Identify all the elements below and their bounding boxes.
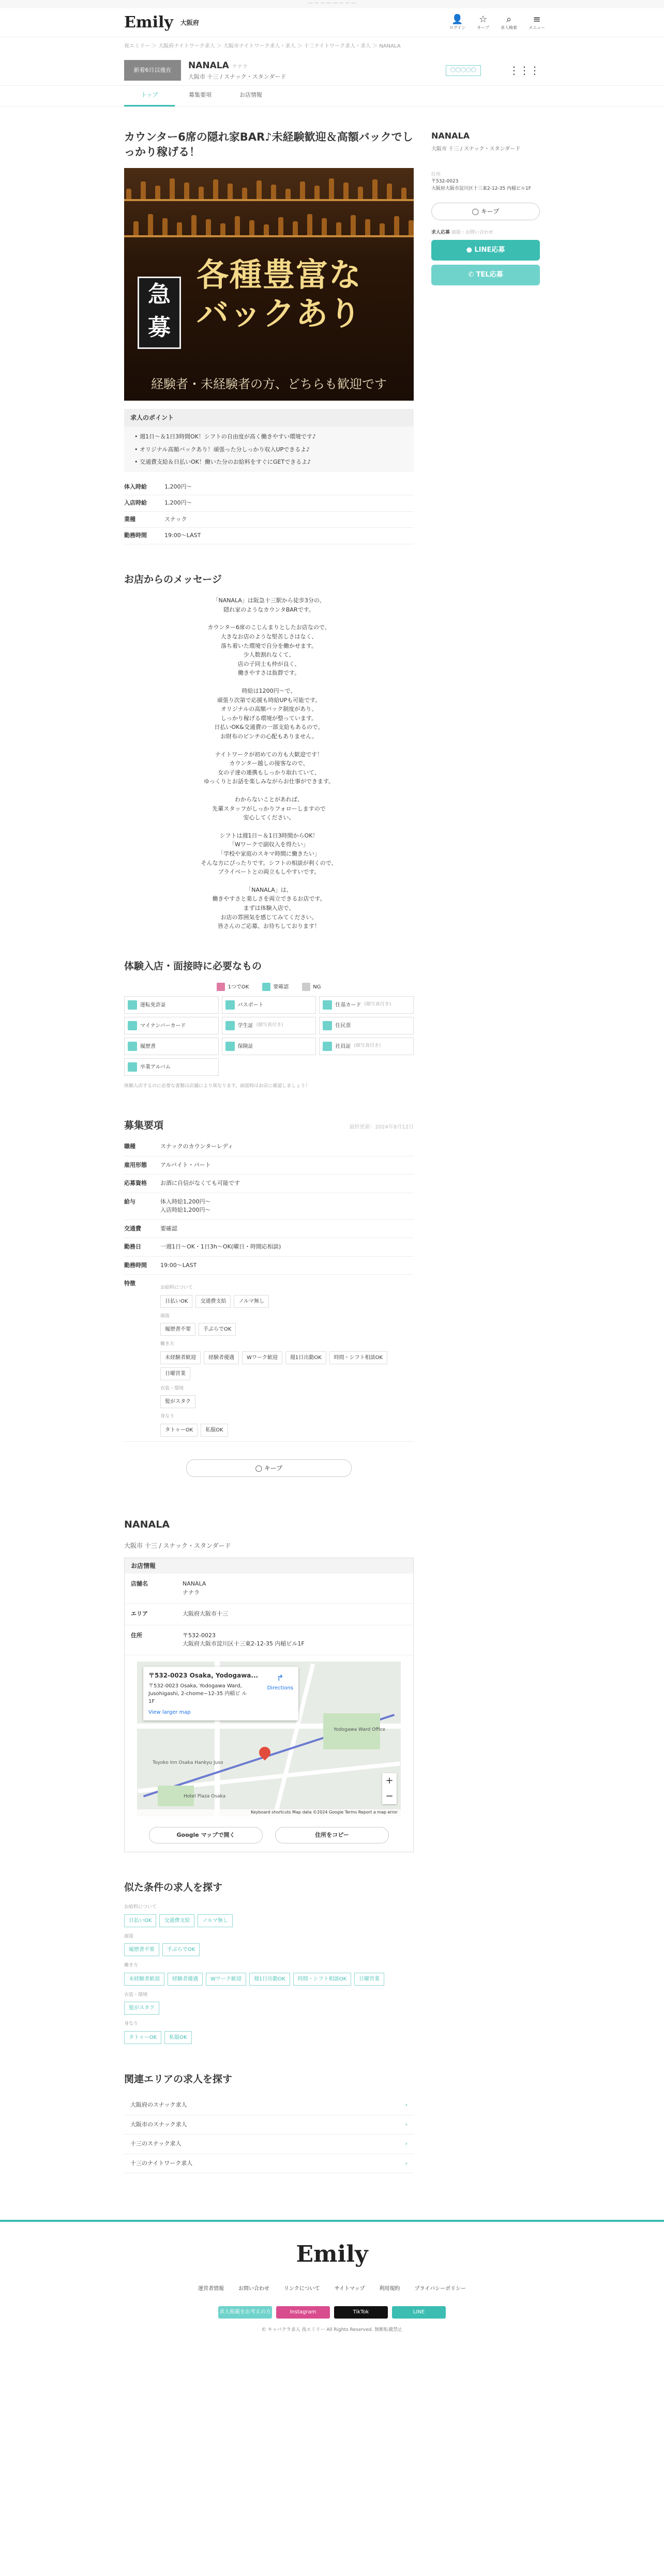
shop-kana: ナナラ: [232, 64, 248, 70]
map-label: Yodogawa Ward Office: [334, 1727, 386, 1732]
tag-group: [124, 2031, 414, 2044]
tag-group: [124, 2002, 414, 2015]
message-paragraph: 「NANALA」は阪急十三駅から徒歩3分の、 隠れ家のようなカウンタBARです。: [213, 597, 325, 613]
document-label: 社員証: [335, 1043, 351, 1049]
footer-links: [0, 2285, 664, 2293]
feature-tag: 髪がスタク: [160, 1395, 195, 1408]
message-paragraph: カウンター6席のこじんまりとしたお店なので、 大きなお店のような堅苦しさはなく、 落ち着いた環境で自分を働かせます。 少人数割れなくて、 店の子同士も仲が良く、 働きやすさは抜群です。: [207, 624, 330, 677]
sidebar: [431, 107, 540, 2174]
features-list: [160, 1275, 414, 1442]
document-item: [222, 1038, 316, 1055]
document-check-icon: [323, 1021, 332, 1030]
tab-shopinfo[interactable]: お店情報: [239, 92, 262, 98]
document-label: 卒業アルバム: [140, 1064, 171, 1070]
condition-tag-link[interactable]: ノルマ無し: [198, 1914, 233, 1927]
summary-row: [124, 511, 414, 528]
condition-tag-link[interactable]: 週1日出勤OK: [249, 1973, 290, 1986]
footer-social-button[interactable]: LINE: [392, 2306, 446, 2319]
shopinfo-row: [125, 1604, 413, 1625]
document-check-icon: [323, 1042, 332, 1051]
recruit-updated: 最終更新：2024年8月12日: [349, 1124, 414, 1130]
view-larger-map-link[interactable]: View larger map: [148, 1709, 191, 1715]
similar-conditions: [124, 1904, 414, 2044]
recruit-key: 交通費: [124, 1220, 160, 1238]
document-label: 学生証: [237, 1023, 253, 1029]
related-area-label: 大阪市のスナック求人: [130, 2121, 187, 2128]
condition-tag-link[interactable]: 経験者優遇: [168, 1973, 203, 1986]
related-area-link[interactable]: [124, 2115, 414, 2135]
recruit-row: [124, 1156, 414, 1175]
footer-social-button[interactable]: Instagram: [276, 2306, 330, 2319]
similar-heading: 似た条件の求人を探す: [124, 1881, 223, 1893]
condition-tag-link[interactable]: 日払いOK: [124, 1914, 156, 1927]
condition-tag-link[interactable]: 手ぶらでOK: [162, 1943, 200, 1956]
tag-group-label: 働き方: [124, 1963, 139, 1969]
document-check-icon: [128, 1021, 137, 1030]
document-label: 住民票: [335, 1023, 351, 1029]
condition-tag-link[interactable]: 未経験者歓迎: [124, 1973, 164, 1986]
shopinfo-key: 住所: [125, 1625, 176, 1655]
footer-social-button[interactable]: 求人掲載をお考えの方: [218, 2306, 272, 2319]
summary-value: スナック: [164, 511, 414, 528]
zoom-out-icon[interactable]: −: [385, 1790, 394, 1802]
condition-tag-link[interactable]: 日曜営業: [354, 1973, 384, 1986]
job-point-item: • 交通費支給＆日払いOK！働いた分のお給料をすぐにGETできるよ♪: [134, 456, 403, 469]
directions-icon: ↱: [277, 1672, 284, 1683]
condition-tag-link[interactable]: 時間・シフト相談OK: [293, 1973, 351, 1986]
recruit-row: [124, 1138, 414, 1156]
related-area-link[interactable]: [124, 2096, 414, 2115]
tag-group-label: 身なり: [160, 1414, 175, 1420]
message-paragraph: ナイトワークが初めての方も大歓迎です！ カウンター越しの接客なので、 女の子達の連携もしっかり取れていて、 ゆっくりとお話を楽しみながらお仕事ができます。: [203, 751, 334, 785]
tag-group-label: お給料について: [124, 1904, 157, 1910]
tag-group-label: 衣装・環境: [160, 1385, 184, 1391]
copyright: © キャバクラ求人 夜エミリー All Rights Reserved. 無断転載禁止: [261, 2327, 403, 2333]
tag-group: [124, 1943, 414, 1956]
recruit-value: 要確認: [160, 1220, 414, 1238]
tab-top[interactable]: トップ: [124, 86, 175, 106]
feature-tag: 日払いOK: [160, 1295, 192, 1308]
recruit-value: スナックのカウンターレディ: [160, 1138, 414, 1156]
hero-caption: 経験者・未経験者の方、どちらも歓迎です: [151, 377, 387, 392]
sidebar-address-label: 住所: [431, 172, 441, 177]
tag-group-label: 面接: [124, 1933, 134, 1939]
header-icon-label: キープ: [477, 25, 489, 30]
summary-row: [124, 479, 414, 495]
footer-link[interactable]: 利用規約: [379, 2286, 400, 2292]
tag-group: [160, 1295, 414, 1308]
document-item: [124, 996, 219, 1014]
legend-item: 要確認: [262, 983, 289, 991]
recruit-row: [124, 1175, 414, 1193]
document-label: 履歴書: [140, 1043, 156, 1049]
user-icon: 👤: [451, 13, 463, 25]
line-icon: ●: [466, 246, 472, 254]
map-attribution: Keyboard shortcuts Map data ©2024 Google Terms Report a map error: [137, 1809, 401, 1817]
shop-category: 大阪市 十三 / スナック・スタンダード: [188, 73, 286, 80]
shop-name: NANALA ナナラ: [188, 60, 248, 71]
chevron-right-icon: ›: [405, 2101, 408, 2109]
tag-group: [124, 1973, 414, 1986]
tab-recruit[interactable]: 募集要項: [189, 92, 212, 98]
copy-address-button[interactable]: 住所をコピー: [275, 1827, 389, 1843]
related-heading: 関連エリアの求人を探す: [124, 2073, 233, 2085]
document-label: 運転免許証: [140, 1002, 166, 1008]
hero-stamp: 急募: [138, 277, 181, 349]
shopinfo-category: 大阪市 十三 / スナック・スタンダード: [124, 1542, 231, 1550]
document-item: [124, 1017, 219, 1034]
document-item: [319, 996, 414, 1014]
feature-tag: 時間・シフト相談OK: [329, 1351, 387, 1364]
legend-item: NG: [302, 983, 321, 991]
condition-tag-link[interactable]: 交通費支給: [159, 1914, 194, 1927]
sidebar-keep-button[interactable]: ◯ キープ: [431, 203, 540, 220]
keep-button[interactable]: ◯ キープ: [186, 1459, 352, 1477]
related-area-label: 十三のナイトワーク求人: [130, 2159, 193, 2167]
summary-key: 体入時給: [124, 479, 164, 495]
feature-tag: ノルマ無し: [234, 1295, 269, 1308]
recruit-heading: 募集要項: [124, 1119, 164, 1131]
document-label: 住基カード: [335, 1002, 361, 1008]
footer-link[interactable]: お問い合わせ: [238, 2286, 269, 2292]
tag-group-label: 身なり: [124, 2021, 139, 2027]
feature-tag: タトゥーOK: [160, 1424, 198, 1437]
tag-group: [160, 1323, 414, 1336]
shopinfo-row: [125, 1574, 413, 1604]
directions-button[interactable]: ↱ Directions: [267, 1672, 293, 1691]
features-label: 特徴: [124, 1275, 160, 1442]
breadcrumb[interactable]: 夜エミリー ＞ 大阪府ナイトワーク求人 ＞ 大阪市ナイトワーク求人・求人 ＞ 十三ナイトワーク求人・求人 ＞ NANALA: [124, 43, 401, 49]
job-point-item: • 週1日〜＆1日3時間OK！シフトの自由度が高く働きやすい環境です♪: [134, 431, 403, 444]
shopinfo-key: 店舗名: [125, 1574, 176, 1604]
recruit-row: [124, 1238, 414, 1257]
shopinfo-row: [125, 1625, 413, 1655]
condition-tag-link[interactable]: 私服OK: [164, 2031, 191, 2044]
shop-thumbnail: 新着6日以後在: [124, 60, 181, 81]
tag-group: [124, 1914, 414, 1927]
document-item: [319, 1017, 414, 1034]
summary-key: 入店時給: [124, 495, 164, 512]
tag-group-label: 働き方: [160, 1342, 175, 1347]
footer-link[interactable]: 運営者情報: [198, 2286, 224, 2292]
recruit-key: 応募資格: [124, 1175, 160, 1193]
document-item: [124, 1058, 219, 1076]
sidebar-shop-category: 大阪市 十三 / スナック・スタンダード: [431, 146, 521, 152]
map-card-title: 〒532-0023 Osaka, Yodogawa...: [148, 1671, 259, 1679]
menu-icon: ≡: [533, 13, 541, 25]
summary-key: 業種: [124, 511, 164, 528]
condition-tag-link[interactable]: 髪がスタク: [124, 2002, 159, 2015]
tag-group: [160, 1424, 414, 1437]
feature-tag: 手ぶらでOK: [199, 1323, 236, 1336]
condition-tag-link[interactable]: Wワーク歓迎: [206, 1973, 246, 1986]
recruit-key: 雇用形態: [124, 1156, 160, 1175]
recruit-key: 勤務時間: [124, 1256, 160, 1275]
recruit-value: アルバイト・パート: [160, 1156, 414, 1175]
footer-social-button[interactable]: TikTok: [334, 2306, 388, 2319]
search-icon: ⌕: [506, 13, 512, 25]
related-area-label: 大阪府のスナック求人: [130, 2101, 187, 2109]
condition-tag-link[interactable]: タトゥーOK: [124, 2031, 161, 2044]
header-icon-label: ログイン: [449, 25, 466, 30]
recruit-key: 給与: [124, 1193, 160, 1220]
feature-tag: 経験者優遇: [204, 1351, 239, 1364]
shopinfo-value: 〒532-0023 大阪府大阪市淀川区十三東2-12-35 内稲ビル1F: [176, 1625, 413, 1655]
feature-tag: 交通費支給: [195, 1295, 231, 1308]
recruit-value: 体入時給1,200円〜 入店時給1,200円〜: [160, 1193, 414, 1220]
tel-apply-button[interactable]: ✆ TEL応募: [431, 265, 540, 285]
top-notice: — — — — — — — —: [0, 0, 664, 8]
tag-group-label: 面接: [160, 1313, 170, 1319]
google-map[interactable]: [137, 1662, 401, 1817]
shopinfo-value: NANALA ナナラ: [176, 1574, 413, 1604]
shopinfo-key: エリア: [125, 1604, 176, 1625]
map-info-card: [143, 1667, 298, 1720]
sidebar-shop-name: NANALA: [431, 130, 470, 141]
sidebar-address: 〒532-0023 大阪府大阪市淀川区十三東2-12-35 内稲ビル1F: [431, 179, 531, 191]
legend-swatch-icon: [217, 983, 225, 991]
documents-legend: [124, 983, 414, 991]
recruit-value: 一週1日〜OK・1日3h〜OK(曜日・時間応相談): [160, 1238, 414, 1257]
summary-value: 19:00〜LAST: [164, 528, 414, 544]
document-note: (顔写真付き): [364, 1002, 391, 1008]
chevron-right-icon: ›: [405, 2140, 408, 2147]
shopinfo-box: [124, 1558, 414, 1852]
footer-link[interactable]: リンクについて: [283, 2286, 320, 2292]
tag-group: [160, 1351, 414, 1380]
summary-row: [124, 495, 414, 512]
document-check-icon: [225, 1021, 235, 1030]
header-search-button[interactable]: [501, 14, 517, 31]
document-label: マイナンバーカード: [140, 1023, 186, 1029]
header-icon-label: 求人検索: [501, 25, 517, 30]
documents-heading: 体験入店・面接時に必要なもの: [124, 960, 262, 972]
document-note: (顔写真付き): [354, 1043, 381, 1049]
feature-tag: 私服OK: [201, 1424, 228, 1437]
header-icons: [449, 14, 545, 31]
feature-tag: 履歴書不要: [160, 1323, 195, 1336]
document-check-icon: [128, 1062, 137, 1072]
related-area-label: 十三のスナック求人: [130, 2140, 182, 2147]
document-check-icon: [225, 1000, 235, 1010]
legend-item: 1つでOK: [217, 983, 249, 991]
job-points-heading: 求人のポイント: [124, 409, 414, 426]
related-area-list: [124, 2096, 414, 2173]
feature-tag: 未経験者歓迎: [160, 1351, 201, 1364]
recruit-row: [124, 1220, 414, 1238]
job-point-item: • オリジナル高額バックあり！頑張った分しっかり収入UPできるよ♪: [134, 444, 403, 456]
apply-label: 求人応募 面接・お問い合わせ: [431, 230, 493, 235]
area-label: 大阪府: [180, 19, 199, 26]
footer-social: [0, 2306, 664, 2319]
shop-message: [124, 596, 414, 931]
chevron-right-icon: ›: [405, 2159, 408, 2167]
summary-row: [124, 528, 414, 544]
message-paragraph: 「NANALA」は、 働きやすさと楽しさを両立できるお店です。 まずは体験入店で、 お店の雰囲気を感じてみてください。 皆さんのご応募、お待ちしております！: [212, 886, 326, 930]
grid-menu-icon[interactable]: ⋮⋮⋮: [509, 64, 540, 77]
document-check-icon: [128, 1042, 137, 1051]
tag-group-label: 衣装・環境: [124, 1992, 148, 1998]
job-points: [124, 409, 414, 472]
map-zoom-control[interactable]: [382, 1773, 397, 1804]
related-area-link[interactable]: [124, 2135, 414, 2154]
updated-badge: 〇〇〇〇〇: [446, 65, 481, 76]
recruit-key: 職種: [124, 1138, 160, 1156]
zoom-in-icon[interactable]: +: [385, 1775, 394, 1786]
recruit-key: 勤務日: [124, 1238, 160, 1257]
phone-icon: ✆: [468, 270, 474, 279]
legend-swatch-icon: [302, 983, 310, 991]
recruit-value: お酒に自信がなくても可能です: [160, 1175, 414, 1193]
document-check-icon: [128, 1000, 137, 1010]
shop-bar: [0, 55, 664, 86]
recruit-row: [124, 1256, 414, 1275]
message-paragraph: わからないことがあれば、 先輩スタッフがしっかりフォローしますので 安心してください。: [212, 796, 326, 821]
map-label: Hotel Plaza Osaka: [184, 1793, 226, 1799]
summary-key: 勤務時間: [124, 528, 164, 544]
footer-link[interactable]: サイトマップ: [334, 2286, 365, 2292]
shopinfo-value: 大阪府大阪市十三: [176, 1604, 413, 1625]
message-paragraph: 時給は1200円〜で、 頑張り次第で応援も時給UPも可能です。 オリジナルの高額バック制度があり、 しっかり稼げる環境が整っています。 日払いOK&交通費の一部支給もあるので、 お財布のピンチの心配もありません。: [214, 688, 324, 740]
shopinfo-box-heading: お店情報: [125, 1558, 413, 1574]
header-icon-label: メニュー: [529, 25, 545, 30]
summary-value: 1,200円〜: [164, 479, 414, 495]
feature-tag: Wワーク歓迎: [242, 1351, 282, 1364]
header-star-button[interactable]: [477, 14, 489, 31]
header-user-button[interactable]: [449, 14, 466, 31]
page-title: カウンター6席の隠れ家BAR♪未経験歓迎＆高額バックでしっかり稼げる！: [124, 130, 413, 158]
hero-headline: 各種豊富な バックあり: [197, 256, 363, 332]
tag-group-label: お給料について: [160, 1285, 193, 1291]
main-content: [124, 107, 414, 2174]
summary-table: [124, 479, 414, 544]
header-menu-button[interactable]: [529, 14, 545, 31]
condition-tag-link[interactable]: 履歴書不要: [124, 1943, 159, 1956]
document-label: パスポート: [237, 1002, 264, 1008]
site-logo[interactable]: Emily: [124, 13, 173, 32]
recruit-row: [124, 1193, 414, 1220]
recruit-table: [124, 1138, 414, 1442]
document-note: (顔写真付き): [256, 1023, 283, 1028]
legend-swatch-icon: [262, 983, 270, 991]
document-check-icon: [323, 1000, 332, 1010]
document-check-icon: [225, 1042, 235, 1051]
chevron-right-icon: ›: [405, 2121, 408, 2128]
hero-image: [124, 168, 414, 401]
message-heading: お店からのメッセージ: [124, 573, 222, 585]
shopinfo-name: NANALA: [124, 1518, 170, 1530]
feature-tag: 日曜営業: [160, 1367, 190, 1380]
recruit-value: 19:00〜LAST: [160, 1256, 414, 1275]
line-apply-button[interactable]: ● LINE応募: [431, 240, 540, 261]
map-label: Toyoko Inn Osaka Hankyu Juso: [153, 1760, 223, 1765]
related-area-link[interactable]: [124, 2154, 414, 2174]
document-item: [222, 996, 316, 1014]
documents-grid: [124, 996, 414, 1076]
document-label: 保険証: [237, 1043, 253, 1049]
star-icon: ☆: [479, 13, 488, 25]
map-card-address: 〒532-0023 Osaka, Yodogawa Ward, Jusohigashi, 2-chome−12-35 内稲ビ ル 1F: [148, 1683, 247, 1704]
site-footer: [0, 2220, 664, 2350]
site-header: [0, 8, 664, 37]
message-paragraph: シフトは週1日〜＆1日3時間からOK！ 「Wワークで副収入を得たい」 「学校や家庭のスキマ時間に働きたい」 そんな方にぴったりです。シフトの相談が利くので、 プライベートとの両立もしやすいです。: [201, 832, 337, 876]
document-item: [222, 1017, 316, 1034]
documents-note: 体験入店するのに必要な書類は店舗により異なります。面接時はお店に確認しましょう！: [124, 1084, 310, 1089]
summary-value: 1,200円〜: [164, 495, 414, 512]
document-item: [124, 1038, 219, 1055]
document-item: [319, 1038, 414, 1055]
page-tabs: [0, 86, 664, 107]
feature-tag: 週1日出勤OK: [285, 1351, 326, 1364]
tag-group: [160, 1395, 414, 1408]
footer-link[interactable]: プライバシーポリシー: [414, 2286, 466, 2292]
footer-logo[interactable]: Emily: [296, 2241, 368, 2268]
open-google-maps-button[interactable]: Google マップで開く: [149, 1827, 263, 1843]
